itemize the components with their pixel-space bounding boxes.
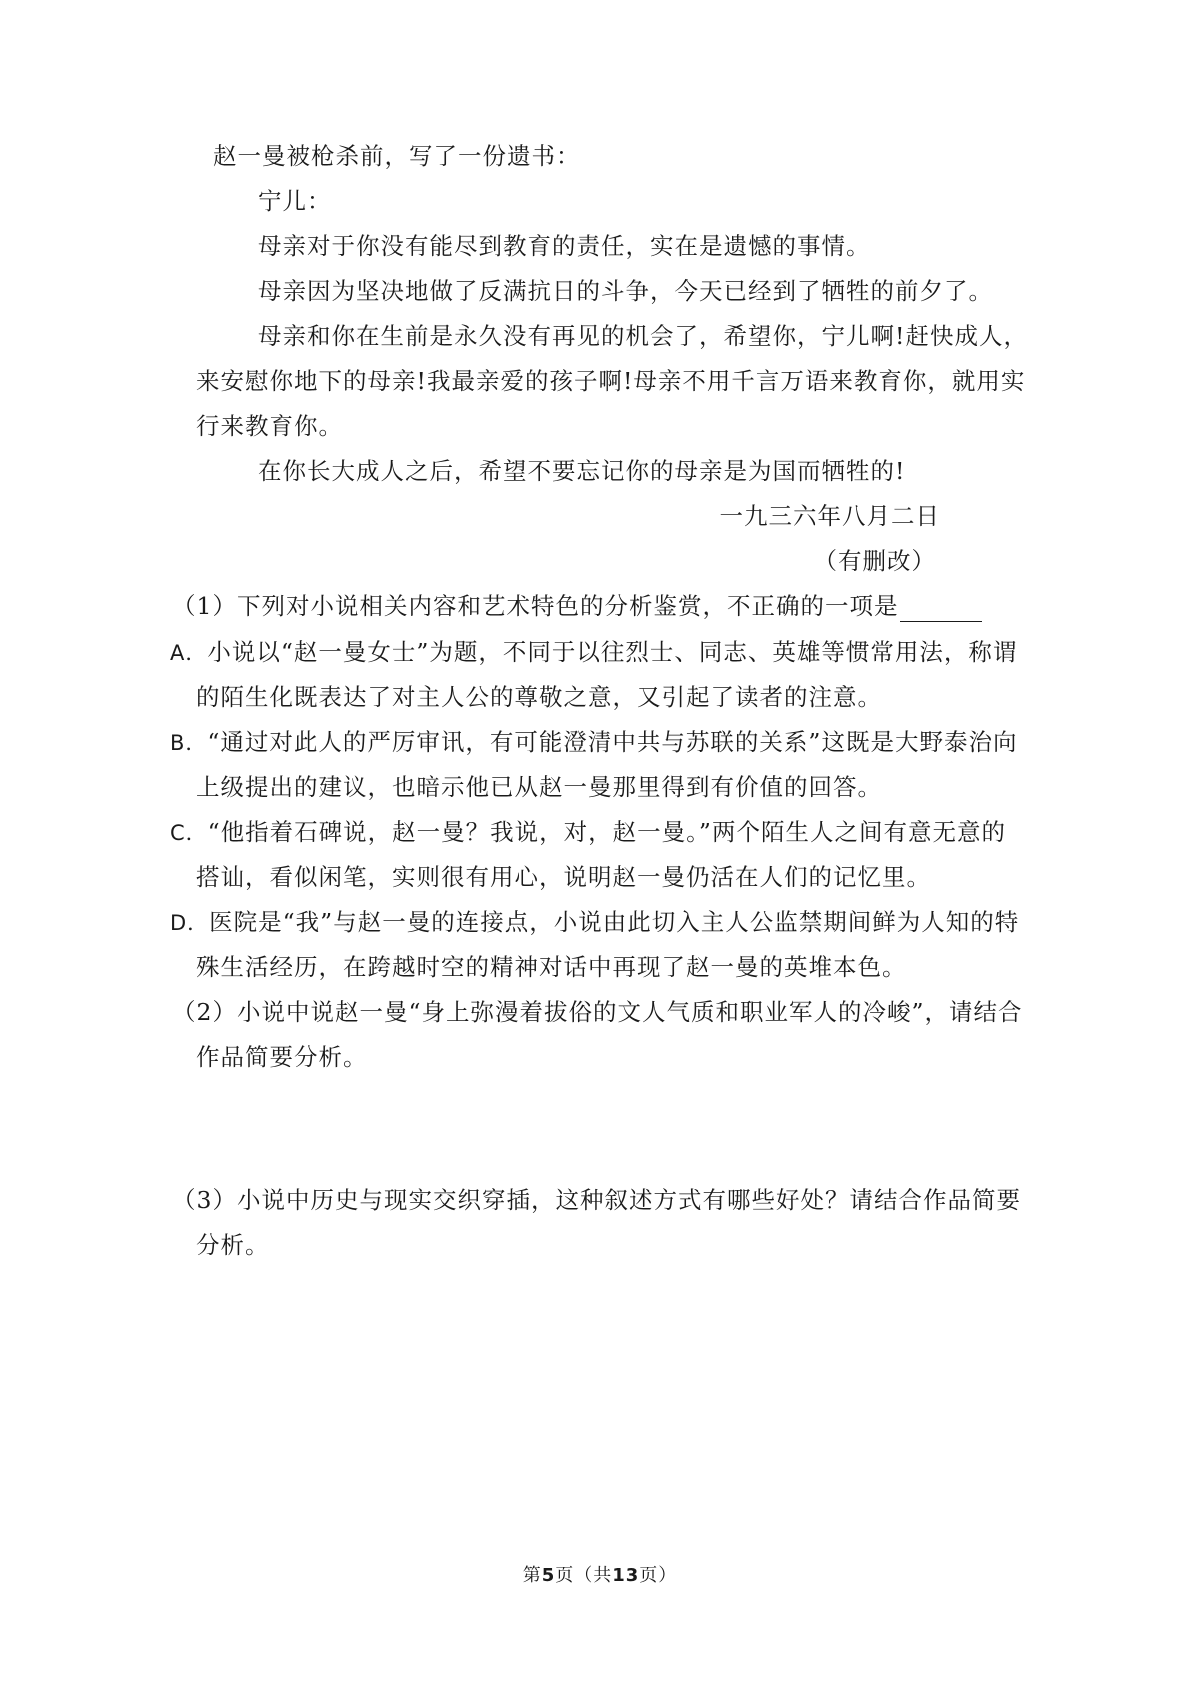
question-3-text-line-2: 分析。 — [196, 1231, 270, 1259]
letter-intro: 赵一曼被枪杀前，写了一份遗书： — [213, 142, 581, 170]
option-a-text-line-2: 的陌生化既表达了对主人公的尊敬之意，又引起了读者的注意。 — [196, 683, 882, 711]
question-1 — [172, 590, 982, 622]
letter-paragraph-1: 母亲对于你没有能尽到教育的责任，实在是遗憾的事情。 — [258, 232, 871, 260]
option-b — [170, 726, 1017, 759]
revision-note: （有删改） — [813, 547, 936, 575]
letter-date: 一九三六年八月二日 — [719, 502, 940, 530]
option-d-text-line-1: 医院是“我”与赵一曼的连接点，小说由此切入主人公监禁期间鲜为人知的特 — [209, 908, 1020, 936]
question-3-text-line-1: 小说中历史与现实交织穿插，这种叙述方式有哪些好处？请结合作品简要 — [236, 1186, 1021, 1214]
footer-total-pages: 13 — [612, 1565, 640, 1586]
letter-paragraph-2: 母亲因为坚决地做了反满抗日的斗争，今天已经到了牺牲的前夕了。 — [258, 277, 993, 305]
letter-paragraph-3-line-3: 行来教育你。 — [196, 412, 343, 440]
option-a-text-line-1: 小说以“赵一曼女士”为题，不同于以往烈士、同志、英雄等惯常用法，称谓 — [207, 638, 1018, 666]
option-b-text-line-2: 上级提出的建议，也暗示他已从赵一曼那里得到有价值的回答。 — [196, 773, 882, 801]
question-3-number: （3） — [172, 1186, 237, 1214]
letter-paragraph-3-line-1: 母亲和你在生前是永久没有再见的机会了，希望你，宁儿啊!赶快成人， — [258, 322, 1028, 350]
option-c-label: C． — [170, 821, 208, 845]
letter-paragraph-4: 在你长大成人之后，希望不要忘记你的母亲是为国而牺牲的! — [258, 457, 906, 485]
option-c-text-line-2: 搭讪，看似闲笔，实则很有用心，说明赵一曼仍活在人们的记忆里。 — [196, 863, 931, 891]
question-2 — [172, 996, 1022, 1028]
option-b-text-line-1: “通过对此人的严厉审讯，有可能澄清中共与苏联的关系”这既是大野泰治向 — [207, 728, 1018, 756]
option-d — [170, 906, 1019, 939]
letter-paragraph-3-line-2: 来安慰你地下的母亲!我最亲爱的孩子啊!母亲不用千言万语来教育你，就用实 — [196, 367, 1026, 395]
option-b-label: B． — [170, 731, 208, 755]
footer-page-number: 5 — [541, 1565, 556, 1586]
question-1-number: （1） — [172, 592, 237, 620]
option-d-label: D． — [170, 911, 210, 935]
answer-blank — [900, 597, 982, 622]
letter-salutation: 宁儿： — [258, 187, 332, 215]
option-c-text-line-1: “他指着石碑说，赵一曼？我说，对，赵一曼。”两个陌生人之间有意无意的 — [207, 818, 1006, 846]
footer-prefix: 第 — [522, 1565, 542, 1586]
footer-middle: 页（共 — [555, 1565, 613, 1586]
question-1-stem: 下列对小说相关内容和艺术特色的分析鉴赏，不正确的一项是 — [236, 592, 899, 620]
question-2-text-line-2: 作品简要分析。 — [196, 1043, 368, 1071]
question-3 — [172, 1184, 1021, 1216]
question-2-number: （2） — [172, 998, 237, 1026]
page-footer — [0, 1564, 1200, 1588]
question-2-text-line-1: 小说中说赵一曼“身上弥漫着拔俗的文人气质和职业军人的冷峻”，请结合 — [236, 998, 1023, 1026]
option-a-label: A． — [170, 641, 208, 665]
option-c — [170, 816, 1006, 849]
footer-suffix: 页） — [639, 1565, 678, 1586]
option-a — [170, 636, 1017, 669]
option-d-text-line-2: 殊生活经历，在跨越时空的精神对话中再现了赵一曼的英堆本色。 — [196, 953, 907, 981]
